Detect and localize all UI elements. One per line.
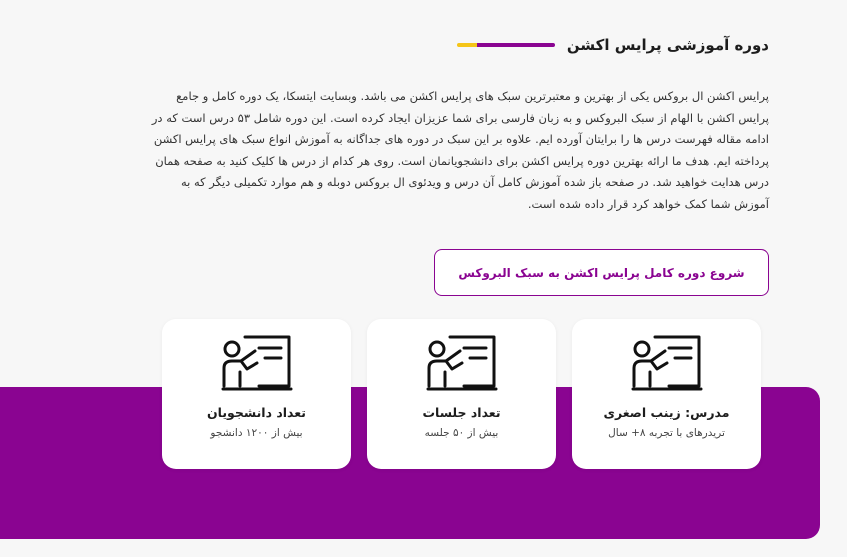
teacher-board-icon (426, 334, 498, 392)
underline-yellow-segment (457, 43, 477, 47)
teacher-board-icon (221, 334, 293, 392)
section-header (457, 36, 769, 54)
underline-purple-segment (477, 43, 555, 47)
card-title: مدرس: زینب اصغری (603, 405, 730, 420)
card-title: تعداد جلسات (422, 405, 501, 420)
course-description: پرایس اکشن ال بروکس یکی از بهترین و معتبرترین سبک های پرایس اکشن می باشد. وبسایت ایتسکا، یک دوره کامل و جامع پرایس اکشن با الهام از سبک البروکس و به زبان فارسی برای شما عزیزان ایجاد کرده است. این دوره شامل ۵۳ درس است که در ادامه مقاله فهرست درس ها را برایتان آورده ایم. علاوه بر این سبک در دوره های جداگانه به آموزش انواع سبک های پرایس اکشن پرداخته ایم. هدف ما ارائه بهترین دوره پرایس اکشن برای دانشجویانمان است. روی هر کدام از درس ها کلیک کنید به صفحه همان درس هدایت خواهید شد. در صفحه باز شده آموزش کامل آن درس و ویدئوی ال بروکس دوبله و هم موارد تکمیلی دیگر که به آموزش شما کمک خواهد کرد قرار داده شده است. (151, 89, 769, 211)
card-subtitle: بیش از ۱۲۰۰ دانشجو (210, 427, 303, 439)
title-underline (457, 43, 555, 47)
section-title: دوره آموزشی پرایس اکشن (566, 36, 769, 54)
card-title: تعداد دانشجویان (206, 405, 307, 420)
instructor-card (572, 319, 761, 469)
students-card (162, 319, 351, 469)
sessions-card (367, 319, 556, 469)
card-subtitle: تریدرهای با تجربه ۸+ سال (608, 427, 725, 439)
teacher-board-icon (631, 334, 703, 392)
start-course-button[interactable]: شروع دوره کامل پرایس اکشن به سبک البروکس (434, 249, 769, 296)
card-subtitle: بیش از ۵۰ جلسه (424, 427, 499, 439)
